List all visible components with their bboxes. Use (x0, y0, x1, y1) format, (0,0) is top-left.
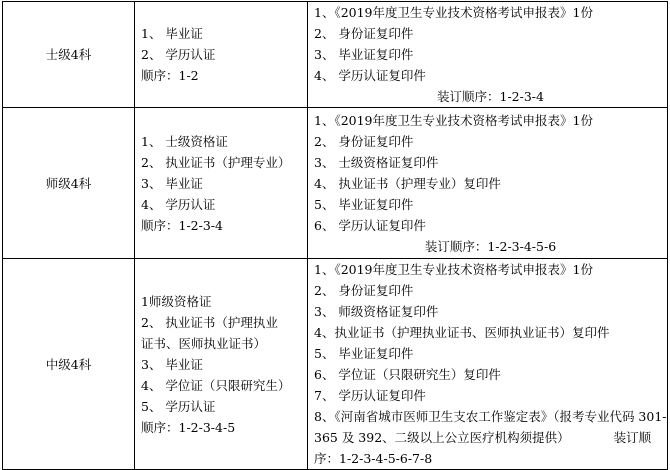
requirement-item: 2、 执业证书（护理专业） (141, 154, 291, 170)
table-row (3, 259, 668, 470)
requirement-item: 1、 毕业证 (141, 26, 203, 41)
requirements-cell (135, 259, 308, 470)
table-row (3, 108, 668, 259)
material-item: 1、《2019年度卫生专业技术资格考试申报表》1份 (314, 112, 593, 128)
requirement-order: 顺序：1-2 (141, 68, 199, 83)
level-label: 师级4科 (45, 175, 92, 191)
material-item: 4、 学历认证复印件 (314, 68, 426, 83)
material-item: 2、 身份证复印件 (314, 26, 414, 41)
requirement-order: 顺序：1-2-3-4 (141, 217, 223, 233)
materials-cell (308, 108, 668, 259)
requirement-item: 3、 毕业证 (141, 175, 203, 191)
requirements-table (2, 1, 668, 470)
material-item: 1、《2019年度卫生专业技术资格考试申报表》1份 (314, 262, 593, 277)
level-label: 士级4科 (45, 47, 92, 62)
level-label: 中级4科 (45, 356, 92, 372)
binding-order: 装订顺序：1-2-3-4-5-6 (424, 238, 557, 254)
table-row (3, 2, 668, 108)
material-item-text: 8、《河南省城市医师卫生支农工作鉴定表》（报考专业代码 301-365 及 392、二级以上公立医疗机构须提供） (314, 409, 667, 445)
requirement-item: 4、 学历认证 (141, 196, 216, 212)
material-item: 4、 执业证书（护理专业）复印件 (314, 175, 501, 191)
material-item: 3、 师级资格证复印件 (314, 304, 439, 319)
level-cell (3, 2, 135, 108)
material-item: 6、 学位证（只限研究生）复印件 (314, 367, 501, 382)
materials-cell (308, 259, 668, 470)
requirement-item-continued: 证书、医师执业证书） (141, 335, 267, 351)
requirement-item: 3、 毕业证 (141, 356, 203, 372)
level-cell (3, 259, 135, 470)
binding-order: 装订顺序：1-2-3-4 (437, 89, 544, 104)
material-item: 2、 身份证复印件 (314, 133, 414, 149)
material-item: 5、 毕业证复印件 (314, 196, 414, 212)
requirement-item: 2、 学历认证 (141, 47, 216, 62)
requirement-item: 1、 士级资格证 (141, 133, 228, 149)
material-item: 6、 学历认证复印件 (314, 217, 426, 233)
requirement-item: 1师级资格证 (141, 293, 212, 309)
requirements-cell (135, 2, 308, 108)
level-cell (3, 108, 135, 259)
binding-order: 装订顺序：1-2-3-4-5-6-7-8 (314, 430, 652, 466)
requirements-cell (135, 108, 308, 259)
material-item: 1、《2019年度卫生专业技术资格考试申报表》1份 (314, 5, 593, 20)
requirement-item: 2、 执业证书（护理执业 (141, 314, 278, 330)
material-item: 2、 身份证复印件 (314, 283, 414, 298)
material-item: 3、 士级资格证复印件 (314, 154, 439, 170)
material-item: 5、 毕业证复印件 (314, 346, 414, 361)
material-item (314, 406, 667, 469)
material-item: 3、 毕业证复印件 (314, 47, 414, 62)
material-item: 7、 学历认证复印件 (314, 388, 426, 403)
material-item: 4、执业证书（护理执业证书、医师执业证书）复印件 (314, 325, 610, 340)
requirement-item: 5、 学历认证 (141, 398, 216, 414)
materials-cell (308, 2, 668, 108)
requirement-item: 4、 学位证（只限研究生） (141, 377, 291, 393)
requirement-order: 顺序：1-2-3-4-5 (141, 419, 236, 435)
